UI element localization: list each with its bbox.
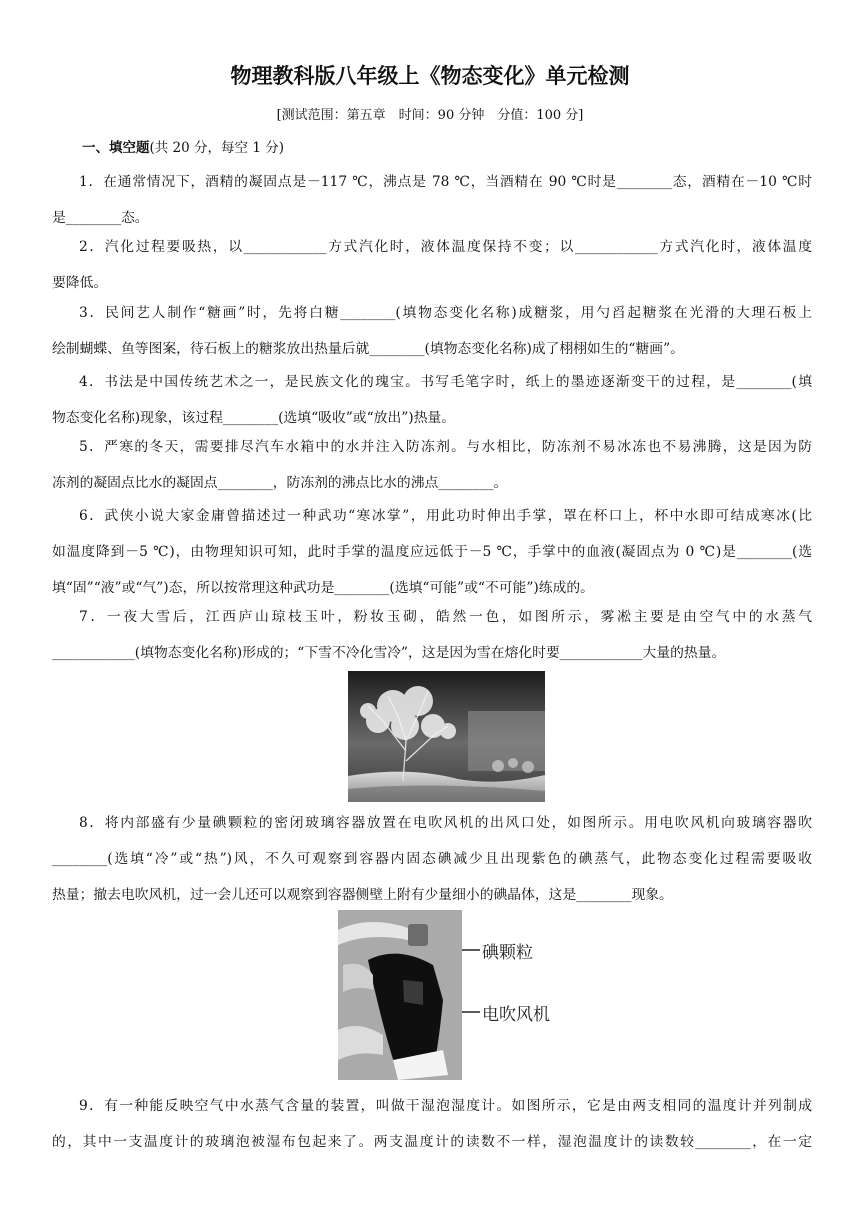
question-7 — [52, 607, 812, 679]
section-label: 一、填空题 — [82, 140, 150, 156]
question-8 — [52, 813, 812, 921]
question-2 — [52, 237, 812, 309]
question-line: 9．有一种能反映空气中水蒸气含量的装置，叫做干湿泡湿度计。如图所示，它是由两支相同的温度计并列制成 — [79, 1098, 812, 1114]
section-note: (共 20 分，每空 1 分) — [149, 140, 284, 156]
question-line: 3．民间艺人制作“糖画”时，先将白糖________(填物态变化名称)成糖浆，用勺舀起糖浆在光滑的大理石板上 — [79, 305, 812, 321]
question-line: 的，其中一支温度计的玻璃泡被湿布包起来了。两支温度计的读数不一样，湿泡温度计的读数较________，在一定 — [52, 1134, 812, 1150]
rime-tree-photo — [348, 671, 545, 802]
question-1 — [52, 172, 812, 244]
question-line: 1．在通常情况下，酒精的凝固点是－117 ℃，沸点是 78 ℃，当酒精在 90 ℃时是________态，酒精在－10 ℃时 — [79, 174, 812, 190]
callout-lines — [462, 940, 482, 1020]
page-title: 物理教科版八年级上《物态变化》单元检测 — [230, 64, 630, 88]
question-line: 2．汽化过程要吸热，以____________方式汽化时，液体温度保持不变；以____________方式汽化时，液体温度 — [79, 239, 812, 255]
question-line: 冻剂的凝固点比水的凝固点________，防冻剂的沸点比水的沸点________。 — [52, 475, 508, 491]
hair-dryer-iodine-photo — [338, 910, 462, 1080]
question-line: 4．书法是中国传统艺术之一，是民族文化的瑰宝。书写毛笔字时，纸上的墨迹逐渐变干的过程，是________(填 — [79, 374, 812, 390]
question-line: ____________(填物态变化名称)形成的；“下雪不冷化雪冷”，这是因为雪在熔化时要____________大量的热量。 — [52, 645, 726, 661]
question-line: 热量；撤去电吹风机，过一会儿还可以观察到容器侧壁上附有少量细小的碘晶体，这是________现象。 — [52, 887, 673, 903]
question-6 — [52, 506, 812, 614]
question-line: 是________态。 — [52, 210, 149, 226]
question-line: 8．将内部盛有少量碘颗粒的密闭玻璃容器放置在电吹风机的出风口处，如图所示。用电吹风机向玻璃容器吹 — [79, 815, 812, 831]
question-9 — [52, 1096, 812, 1168]
iodine-label: 碘颗粒 — [482, 943, 533, 963]
question-3 — [52, 303, 812, 375]
question-line: 6．武侠小说大家金庸曾描述过一种武功“寒冰掌”，用此功时伸出手掌，罩在杯口上，杯中水即可结成寒冰(比 — [79, 508, 812, 524]
question-line: 物态变化名称)现象，该过程________(选填“吸收”或“放出”)热量。 — [52, 410, 456, 426]
section-heading — [82, 136, 284, 156]
question-line: ________(选填“冷”或“热”)风，不久可观察到容器内固态碘减少且出现紫色的碘蒸气，此物态变化过程需要吸收 — [52, 851, 812, 867]
question-5 — [52, 437, 812, 509]
question-line: 5．严寒的冬天，需要排尽汽车水箱中的水并注入防冻剂。与水相比，防冻剂不易冰冻也不易沸腾，这是因为防 — [79, 439, 812, 455]
question-line: 填“固”“液”或“气”)态，所以按常理这种武功是________(选填“可能”或“不可能”)练成的。 — [52, 580, 594, 596]
question-line: 要降低。 — [52, 275, 108, 291]
question-line: 绘制蝴蝶、鱼等图案，待石板上的糖浆放出热量后就________(填物态变化名称)成了栩栩如生的“糖画”。 — [52, 341, 684, 357]
test-info: [测试范围：第五章 时间：90 分钟 分值：100 分] — [276, 108, 584, 123]
hair-dryer-label: 电吹风机 — [482, 1005, 550, 1025]
question-line: 如温度降到－5 ℃)，由物理知识可知，此时手掌的温度应远低于－5 ℃，手掌中的血液(凝固点为 0 ℃)是________(选 — [52, 544, 812, 560]
question-line: 7．一夜大雪后，江西庐山琼枝玉叶，粉妆玉砌，皓然一色，如图所示，雾凇主要是由空气中的水蒸气 — [79, 609, 812, 625]
question-4 — [52, 372, 812, 444]
